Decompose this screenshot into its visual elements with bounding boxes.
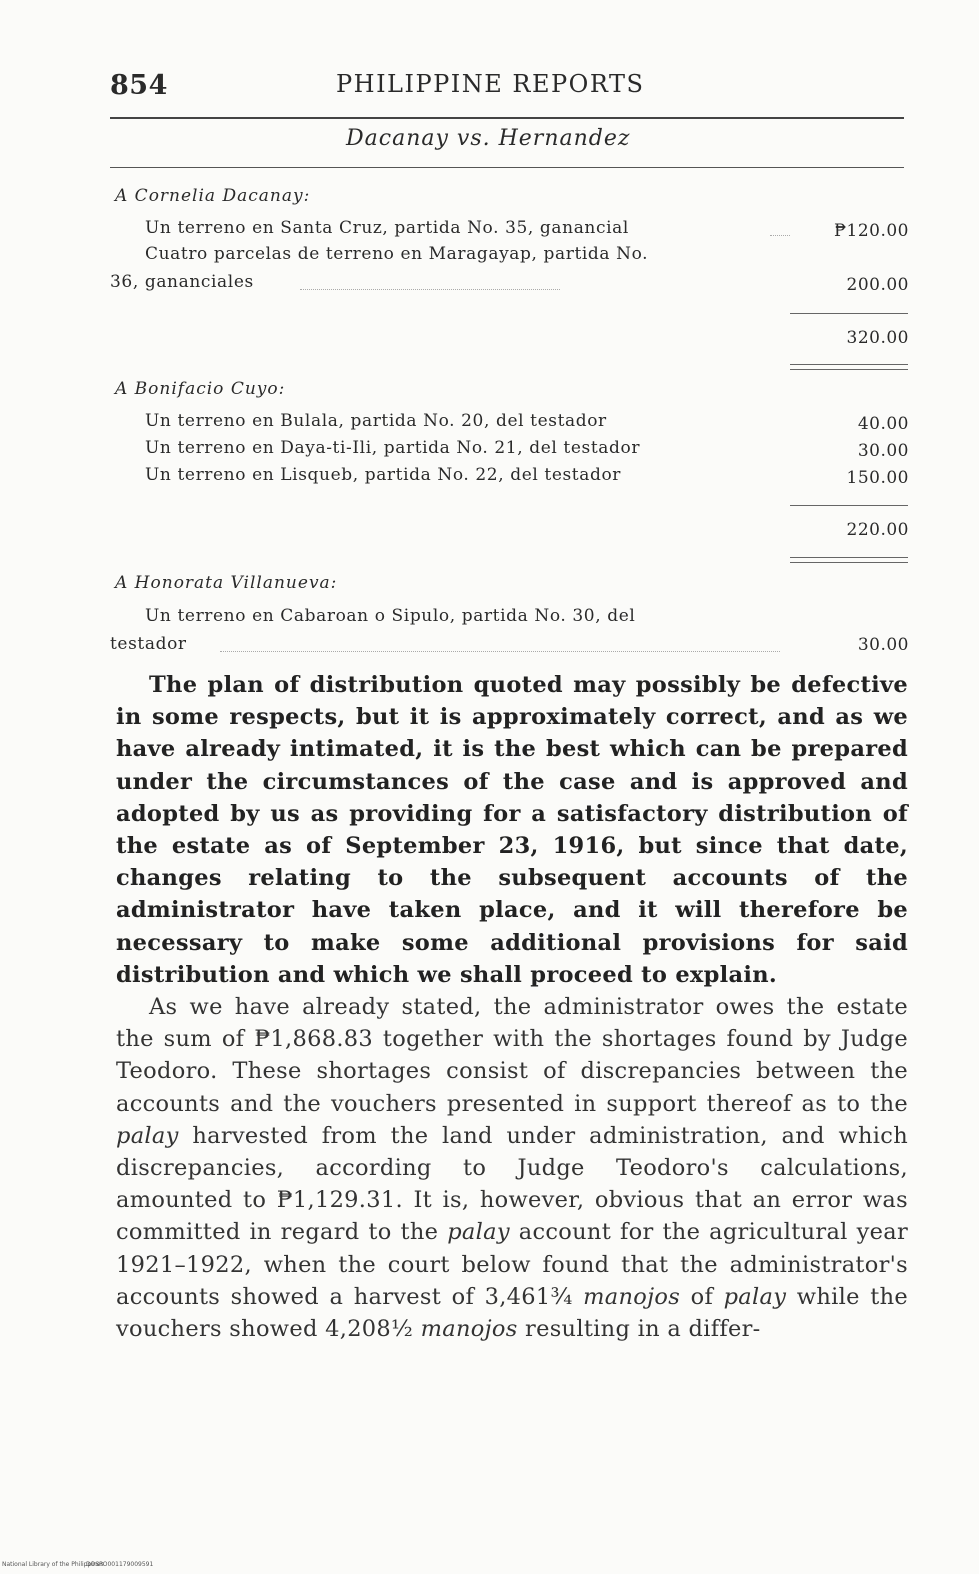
paragraph-distribution-plan: The plan of distribution quoted may possibly be defective in some respects, but it is approximately correct, and as we have already intimated, it is the best which can be prepared under the circumstances of the case and is approved and adopted by us as providing for a satisfactory distribution of the estate as of September 23, 1916, but since that date, changes relating to the subsequent accounts of the administrator have taken place, and it will therefore be necessary to make some additional provisions for said distribution and which we shall proceed to explain. (116, 672, 908, 988)
item-amount: 40.00 (857, 414, 909, 434)
double-rule (790, 557, 908, 563)
subtotal-amount: 220.00 (846, 520, 909, 540)
distribution-item-continued: 36, gananciales (110, 272, 254, 292)
double-rule (790, 364, 908, 370)
leader-dots (770, 234, 790, 236)
item-amount: 30.00 (857, 635, 909, 655)
text-span: resulting in a differ- (517, 1316, 761, 1343)
distribution-item: Un terreno en Santa Cruz, partida No. 35, ganancial (145, 218, 629, 238)
italic-term-palay: palay (447, 1219, 510, 1246)
case-title-rule (110, 167, 904, 168)
subtotal-amount: 320.00 (846, 328, 909, 348)
distribution-item: Un terreno en Lisqueb, partida No. 22, del testador (145, 465, 622, 485)
leader-dots (300, 288, 560, 290)
page-number: 854 (110, 70, 168, 101)
opinion-text (116, 669, 908, 1345)
item-amount: ₱120.00 (834, 221, 909, 241)
distribution-item: Un terreno en Bulala, partida No. 20, del testador (145, 411, 607, 431)
italic-term-palay: palay (723, 1283, 787, 1310)
italic-term-palay: palay (116, 1122, 179, 1149)
leader-dots (220, 650, 780, 652)
text-span: As we have already stated, the administrator owes the estate the sum of ₱1,868.83 together with the shortages found by Judge Teodoro. These shortages consist of discrepancies between the accounts and the vouchers presented in support thereof as to the (116, 994, 908, 1117)
item-amount: 30.00 (857, 441, 909, 461)
italic-term-manojos: manojos (583, 1283, 681, 1310)
sum-rule (790, 313, 908, 314)
text-span: harvested from the land under administration, and which discrepancies, according to Judge Teodoro's calculations, amounted to ₱1,129.31. It is, however, obvious that an error was committed in regard to the (116, 1122, 908, 1246)
distribution-item: Un terreno en Cabaroan o Sipulo, partida No. 30, del (145, 606, 636, 626)
distribution-item-continued: testador (110, 634, 187, 654)
text-span: account for the agricultural year 1921–1922, when the court below found that the administrator's accounts showed a harvest of 3,461¾ (116, 1219, 908, 1310)
paragraph-shortages (116, 991, 908, 1345)
text-span: while the vouchers showed 4,208½ (116, 1283, 908, 1343)
italic-term-manojos: manojos (420, 1316, 518, 1343)
sum-rule (790, 505, 908, 506)
footer-id: DOSPO001179009591 (86, 1561, 154, 1568)
item-amount: 150.00 (846, 468, 909, 488)
heir-heading-bonifacio: A Bonifacio Cuyo: (115, 379, 286, 399)
distribution-item: Cuatro parcelas de terreno en Maragayap, partida No. (145, 244, 649, 264)
heir-heading-cornelia: A Cornelia Dacanay: (115, 186, 311, 206)
case-title: Dacanay vs. Hernandez (346, 126, 631, 151)
heir-heading-honorata: A Honorata Villanueva: (115, 573, 338, 593)
item-amount: 200.00 (846, 275, 909, 295)
header-rule (110, 117, 904, 119)
text-span: of (680, 1283, 724, 1310)
footer-source: National Library of the Philippines (2, 1561, 104, 1568)
running-header-title: PHILIPPINE REPORTS (336, 70, 645, 98)
distribution-item: Un terreno en Daya-ti-Ili, partida No. 21, del testador (145, 438, 641, 458)
